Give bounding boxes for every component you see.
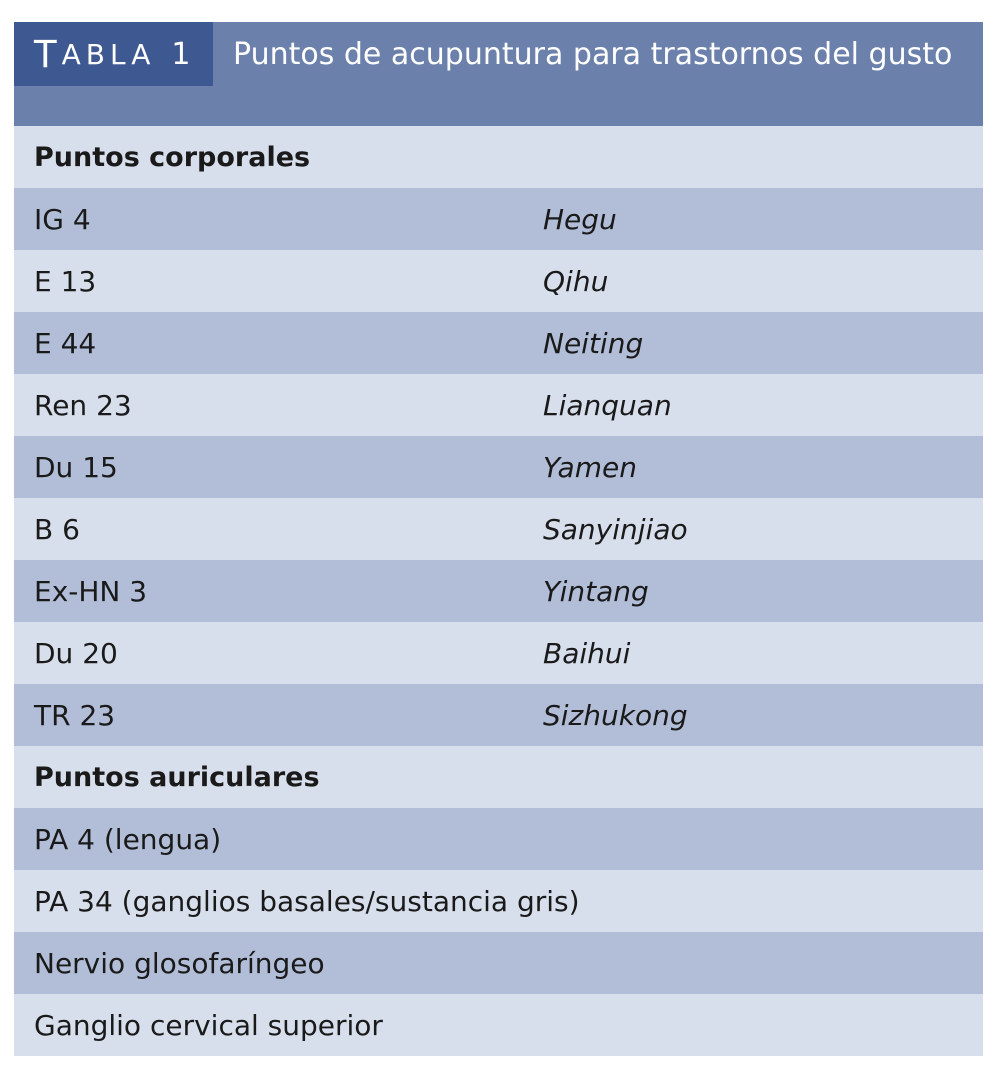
point-code: IG 4	[34, 202, 91, 236]
table-row	[14, 188, 983, 250]
point-code: TR 23	[34, 698, 116, 732]
table-row	[14, 932, 983, 994]
point-code: B 6	[34, 512, 80, 546]
point-name: Hegu	[543, 202, 617, 236]
point-name: Yintang	[543, 574, 649, 608]
table-title: Puntos de acupuntura para trastornos del gusto	[233, 36, 953, 72]
table-row	[14, 994, 983, 1056]
section-heading-body-points	[14, 126, 983, 188]
acupuncture-table	[14, 22, 983, 1054]
table-label-initial: T	[34, 32, 62, 76]
point-code: Ex-HN 3	[34, 574, 148, 608]
table-row	[14, 312, 983, 374]
point-code: E 13	[34, 264, 97, 298]
table-label-word: ABLA	[61, 37, 156, 71]
point-code: Du 15	[34, 450, 118, 484]
table-row	[14, 436, 983, 498]
table-label	[14, 22, 213, 86]
point-name: Neiting	[543, 326, 644, 360]
point-name: Yamen	[543, 450, 637, 484]
point-code: PA 34 (ganglios basales/sustancia gris)	[34, 884, 580, 918]
point-name: Baihui	[543, 636, 631, 670]
table-row	[14, 622, 983, 684]
point-name: Qihu	[543, 264, 609, 298]
point-name: Lianquan	[543, 388, 672, 422]
table-row	[14, 374, 983, 436]
table-row	[14, 870, 983, 932]
table-row	[14, 250, 983, 312]
table-header	[14, 22, 983, 126]
point-name: Sizhukong	[543, 698, 688, 732]
point-code: Nervio glosofaríngeo	[34, 946, 325, 980]
point-code: Ren 23	[34, 388, 132, 422]
table-row	[14, 808, 983, 870]
table-row	[14, 498, 983, 560]
section-heading-label: Puntos corporales	[34, 141, 311, 173]
point-name: Sanyinjiao	[543, 512, 688, 546]
table-row	[14, 560, 983, 622]
point-code: Ganglio cervical superior	[34, 1008, 383, 1042]
section-heading-label: Puntos auriculares	[34, 761, 320, 793]
point-code: Du 20	[34, 636, 118, 670]
section-heading-auricular-points	[14, 746, 983, 808]
table-row	[14, 684, 983, 746]
table-label-number: 1	[171, 36, 196, 72]
point-code: E 44	[34, 326, 97, 360]
point-code: PA 4 (lengua)	[34, 822, 222, 856]
